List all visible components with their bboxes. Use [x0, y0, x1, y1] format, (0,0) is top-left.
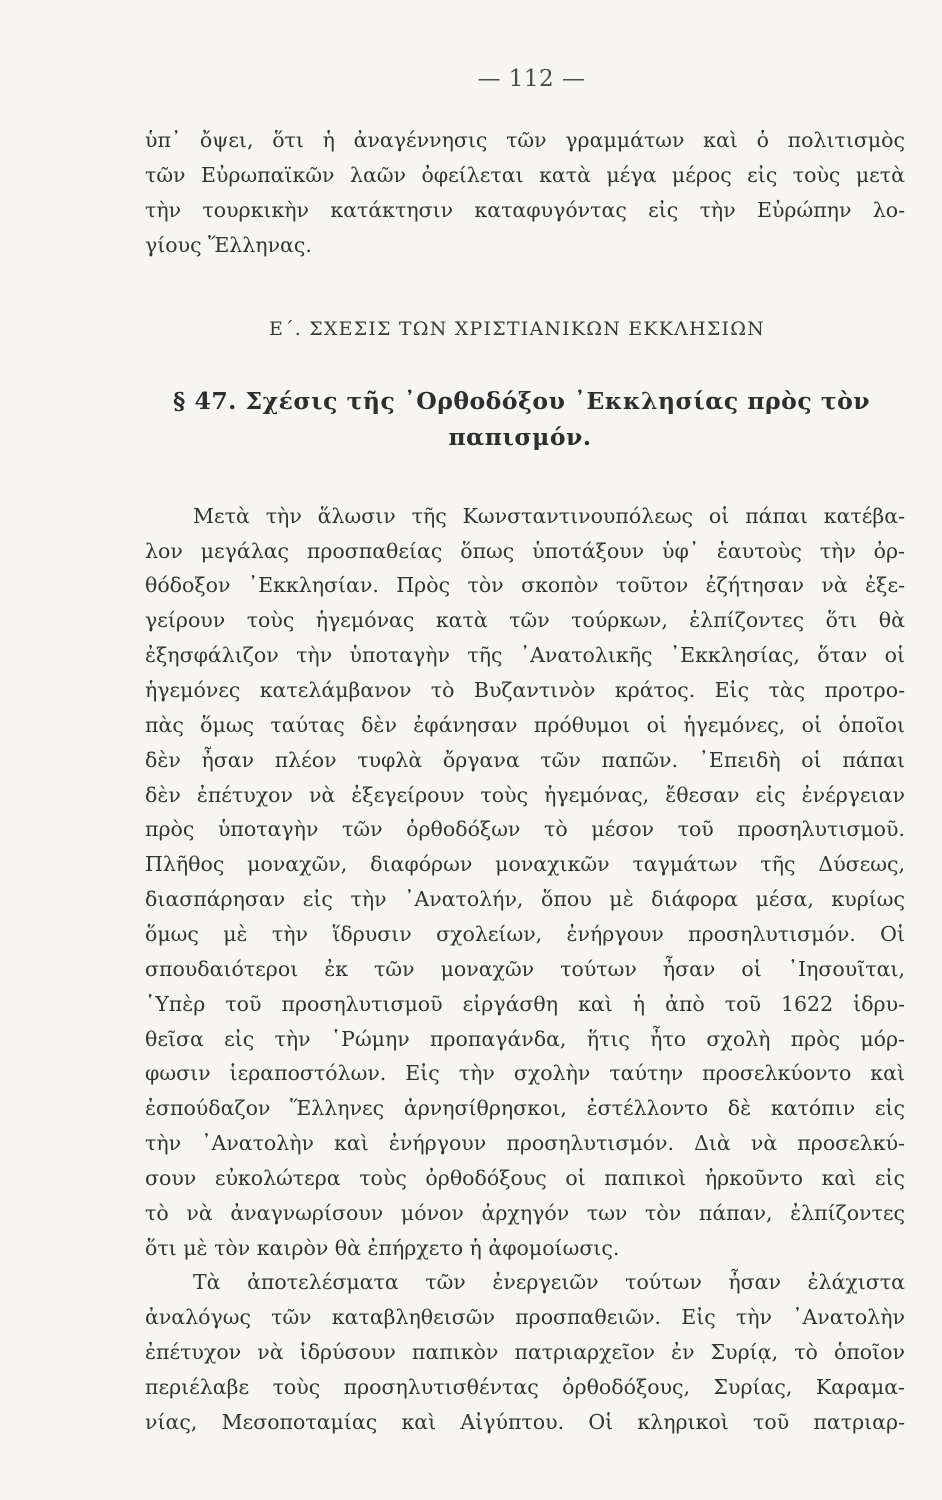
- subsection-heading-continued: παπισμόν.: [448, 423, 592, 451]
- paragraph-line: θόδοξον ᾿Εκκλησίαν. Πρὸς τὸν σκοπὸν τοῦτον ἐζήτησαν νὰ ἐξε-: [145, 573, 905, 597]
- paragraph-line: διασπάρησαν εἰς τὴν ᾿Ανατολήν, ὅπου μὲ διάφορα μέσα, κυρίως: [145, 887, 905, 911]
- section-heading: Ε΄. ΣΧΕΣΙΣ ΤΩΝ ΧΡΙΣΤΙΑΝΙΚΩΝ ΕΚΚΛΗΣΙΩΝ: [269, 318, 765, 340]
- paragraph-line: Τὰ ἀποτελέσματα τῶν ἐνεργειῶν τούτων ἦσαν ἐλάχιστα: [193, 1270, 905, 1294]
- intro-line: ὑπ᾿ ὄψει, ὅτι ἡ ἀναγέννησις τῶν γραμμάτων καὶ ὁ πολιτισμὸς: [145, 128, 905, 152]
- paragraph-line: νίας, Μεσοποταμίας καὶ Αἰγύπτου. Οἱ κληρικοὶ τοῦ πατριαρ-: [145, 1410, 905, 1434]
- intro-line: τῶν Εὐρωπαϊκῶν λαῶν ὀφείλεται κατὰ μέγα μέρος εἰς τοὺς μετὰ: [145, 163, 905, 187]
- intro-line: γίους Ἕλληνας.: [145, 233, 312, 257]
- paragraph-line: ἐσπούδαζον Ἕλληνες ἀρνησίθρησκοι, ἐστέλλοντο δὲ κατόπιν εἰς: [145, 1096, 905, 1120]
- paragraph-line: περιέλαβε τοὺς προσηλυτισθέντας ὀρθοδόξους, Συρίας, Καραμα-: [145, 1375, 905, 1399]
- paragraph-line: θεῖσα εἰς τὴν ῾Ρώμην προπαγάνδα, ἥτις ἦτο σχολὴ πρὸς μόρ-: [145, 1027, 905, 1051]
- paragraph-line: Πλῆθος μοναχῶν, διαφόρων μοναχικῶν ταγμάτων τῆς Δύσεως,: [145, 852, 905, 876]
- paragraph-line: ἐπέτυχον νὰ ἱδρύσουν παπικὸν πατριαρχεῖον ἐν Συρίᾳ, τὸ ὁποῖον: [145, 1340, 905, 1364]
- paragraph-line: δὲν ἐπέτυχον νὰ ἐξεγείρουν τοὺς ἡγεμόνας, ἔθεσαν εἰς ἐνέργειαν: [145, 783, 905, 807]
- paragraph-line: τὴν ᾿Ανατολὴν καὶ ἐνήργουν προσηλυτισμόν. Διὰ νὰ προσελκύ-: [145, 1131, 905, 1155]
- paragraph-line: ῾Υπὲρ τοῦ προσηλυτισμοῦ εἰργάσθη καὶ ἡ ἀπὸ τοῦ 1622 ἱδρυ-: [145, 992, 905, 1016]
- paragraph-line: πὰς ὅμως ταύτας δὲν ἐφάνησαν πρόθυμοι οἱ ἡγεμόνες, οἱ ὁποῖοι: [145, 713, 905, 737]
- paragraph-line: δὲν ἦσαν πλέον τυφλὰ ὄργανα τῶν παπῶν. ᾿Επειδὴ οἱ πάπαι: [145, 748, 905, 772]
- paragraph-line: τὸ νὰ ἀναγνωρίσουν μόνον ἀρχηγόν των τὸν πάπαν, ἐλπίζοντες: [145, 1201, 905, 1225]
- paragraph-line: σουν εὐκολώτερα τοὺς ὀρθοδόξους οἱ παπικοὶ ἠρκοῦντο καὶ εἰς: [145, 1166, 905, 1190]
- paragraph-line: ὅμως μὲ τὴν ἵδρυσιν σχολείων, ἐνήργουν προσηλυτισμόν. Οἱ: [145, 922, 905, 946]
- paragraph-line: ἀναλόγως τῶν καταβληθεισῶν προσπαθειῶν. Εἰς τὴν ᾿Ανατολὴν: [145, 1305, 905, 1329]
- paragraph-line: Μετὰ τὴν ἅλωσιν τῆς Κωνσταντινουπόλεως οἱ πάπαι κατέβα-: [193, 504, 905, 528]
- paragraph-line: πρὸς ὑποταγὴν τῶν ὀρθοδόξων τὸ μέσον τοῦ προσηλυτισμοῦ.: [145, 817, 905, 841]
- paragraph-line: ὅτι μὲ τὸν καιρὸν θὰ ἐπήρχετο ἡ ἀφομοίωσις.: [145, 1236, 620, 1260]
- subsection-heading: § 47. Σχέσις τῆς ᾿Ορθοδόξου ᾿Εκκλησίας πρὸς τὸν: [173, 387, 871, 415]
- paragraph-line: σπουδαιότεροι ἐκ τῶν μοναχῶν τούτων ἦσαν οἱ ᾿Ιησουῖται,: [145, 957, 905, 981]
- intro-line: τὴν τουρκικὴν κατάκτησιν καταφυγόντας εἰς τὴν Εὐρώπην λο-: [145, 198, 905, 222]
- paragraph-line: λον μεγάλας προσπαθείας ὅπως ὑποτάξουν ὑφ᾿ ἑαυτοὺς τὴν ὀρ-: [145, 539, 905, 563]
- page-number: — 112 —: [477, 66, 586, 92]
- paragraph-line: γείρουν τοὺς ἡγεμόνας κατὰ τῶν τούρκων, ἐλπίζοντες ὅτι θὰ: [145, 608, 905, 632]
- paragraph-line: ἐξησφάλιζον τὴν ὑποταγὴν τῆς ᾿Ανατολικῆς ᾿Εκκλησίας, ὅταν οἱ: [145, 643, 905, 667]
- paragraph-line: φωσιν ἱεραποστόλων. Εἰς τὴν σχολὴν ταύτην προσελκύοντο καὶ: [145, 1061, 905, 1085]
- paragraph-line: ἡγεμόνες κατελάμβανον τὸ Βυζαντινὸν κράτος. Εἰς τὰς προτρο-: [145, 678, 905, 702]
